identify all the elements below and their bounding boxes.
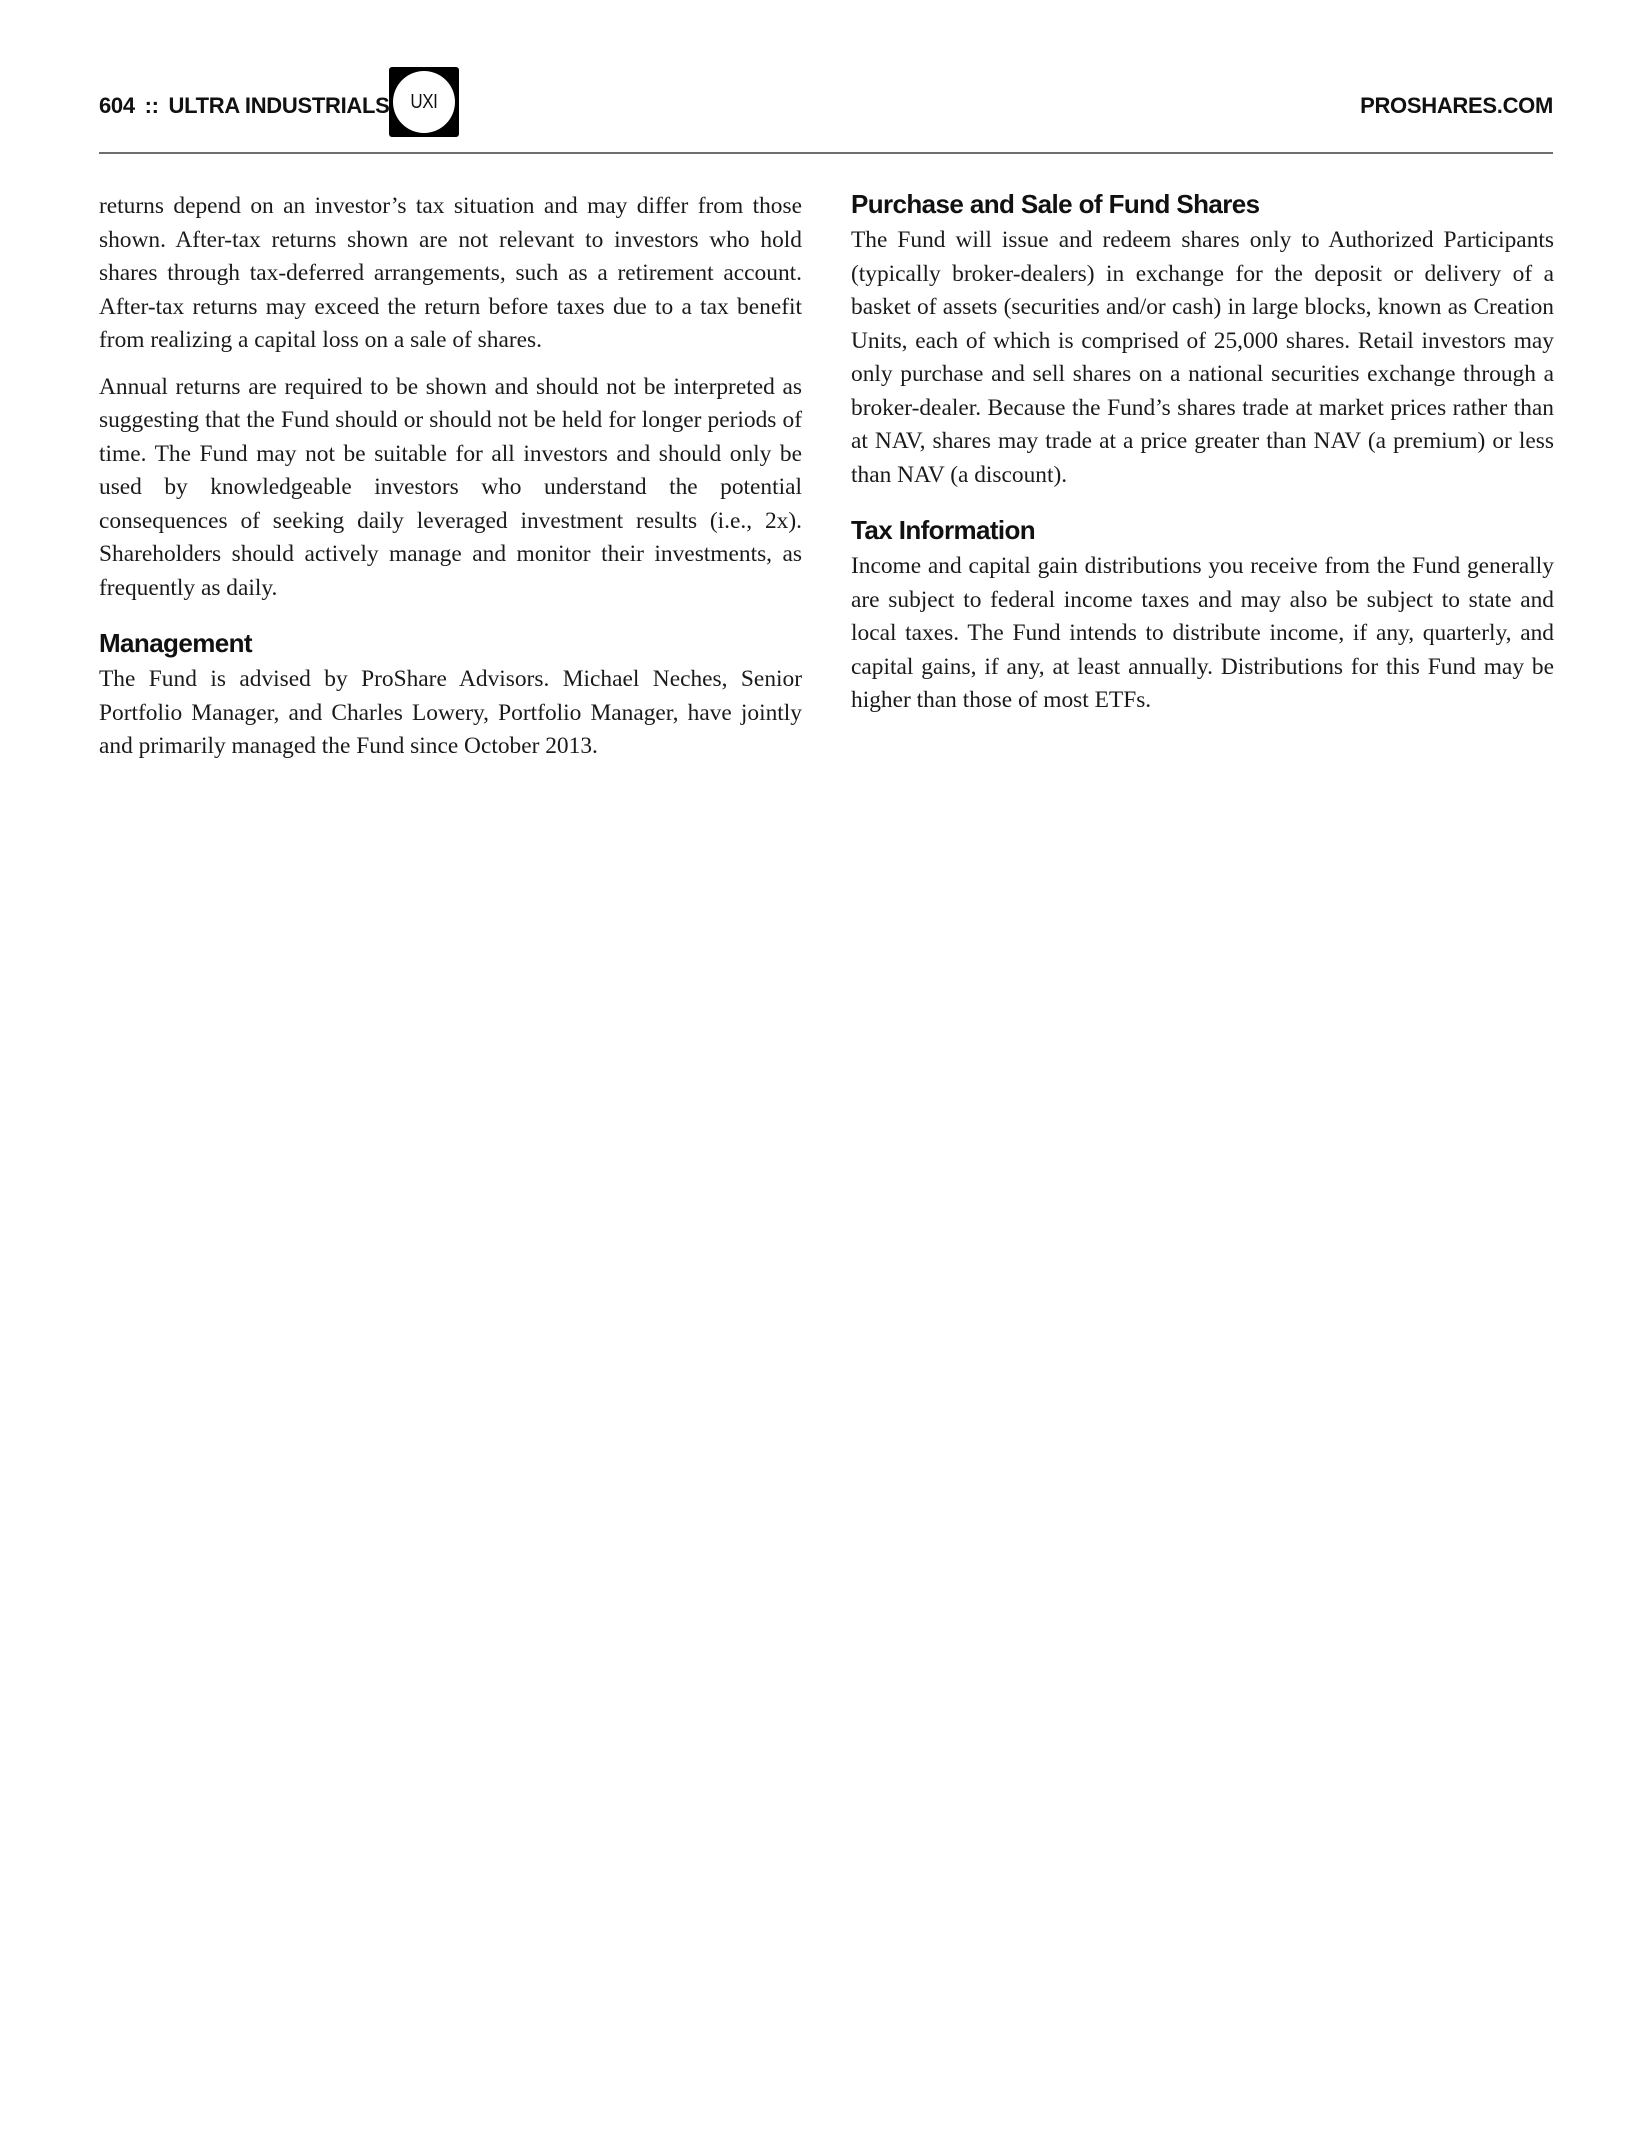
annual-returns-paragraph: Annual returns are required to be shown and should not be interpreted as suggesting that the Fund should or should not be held for longer periods of time. The Fund may not be suitable for all investors and should only be used by knowledgeable investors who understand the potential consequences of seeking daily leveraged investment results (i.e., 2x). Shareholders should actively manage and monitor their investments, as frequently as daily.: [99, 373, 802, 601]
page-number: 604: [99, 93, 135, 118]
right-column: [851, 190, 1554, 731]
left-column: [99, 190, 802, 777]
management-heading: Management: [99, 628, 252, 658]
running-head: [99, 93, 390, 119]
header-separator: ::: [144, 93, 159, 118]
purchase-sale-paragraph: The Fund will issue and redeem shares only to Authorized Participants (typically broker-dealers) in exchange for the deposit or delivery of a basket of assets (securities and/or cash) in large blocks, known as Creation Units, each of which is comprised of 25,000 shares. Retail investors may only purchase and sell shares on a national securities exchange through a broker-dealer. Because the Fund’s shares trade at market prices rather than at NAV, shares may trade at a price greater than NAV (a premium) or less than NAV (a discount).: [851, 227, 1554, 488]
purchase-sale-heading: Purchase and Sale of Fund Shares: [851, 189, 1260, 219]
header-divider: [99, 152, 1553, 154]
management-paragraph: The Fund is advised by ProShare Advisors. Michael Neches, Senior Portfolio Manager, and Charles Lowery, Portfolio Manager, have jointly and primarily managed the Fund since October 2013.: [99, 666, 802, 759]
page-header: [99, 60, 1553, 152]
tax-information-paragraph: Income and capital gain distributions you receive from the Fund generally are subject to federal income taxes and may also be subject to state and local taxes. The Fund intends to distribute income, if any, quarterly, and capital gains, if any, at least annually. Distributions for this Fund may be higher than those of most ETFs.: [851, 553, 1554, 713]
fund-name: ULTRA INDUSTRIALS: [168, 93, 390, 118]
ticker-badge: [389, 67, 459, 137]
tax-information-heading: Tax Information: [851, 515, 1036, 545]
website-link[interactable]: PROSHARES.COM: [1360, 93, 1553, 118]
after-tax-paragraph: returns depend on an investor’s tax situation and may differ from those shown. After-tax returns shown are not relevant to investors who hold shares through tax-deferred arrangements, such as a retirement account. After-tax returns may exceed the return before taxes due to a tax benefit from realizing a capital loss on a sale of shares.: [99, 193, 802, 353]
ticker-badge-text: UXI: [410, 90, 438, 113]
ticker-badge-circle: [393, 71, 455, 133]
